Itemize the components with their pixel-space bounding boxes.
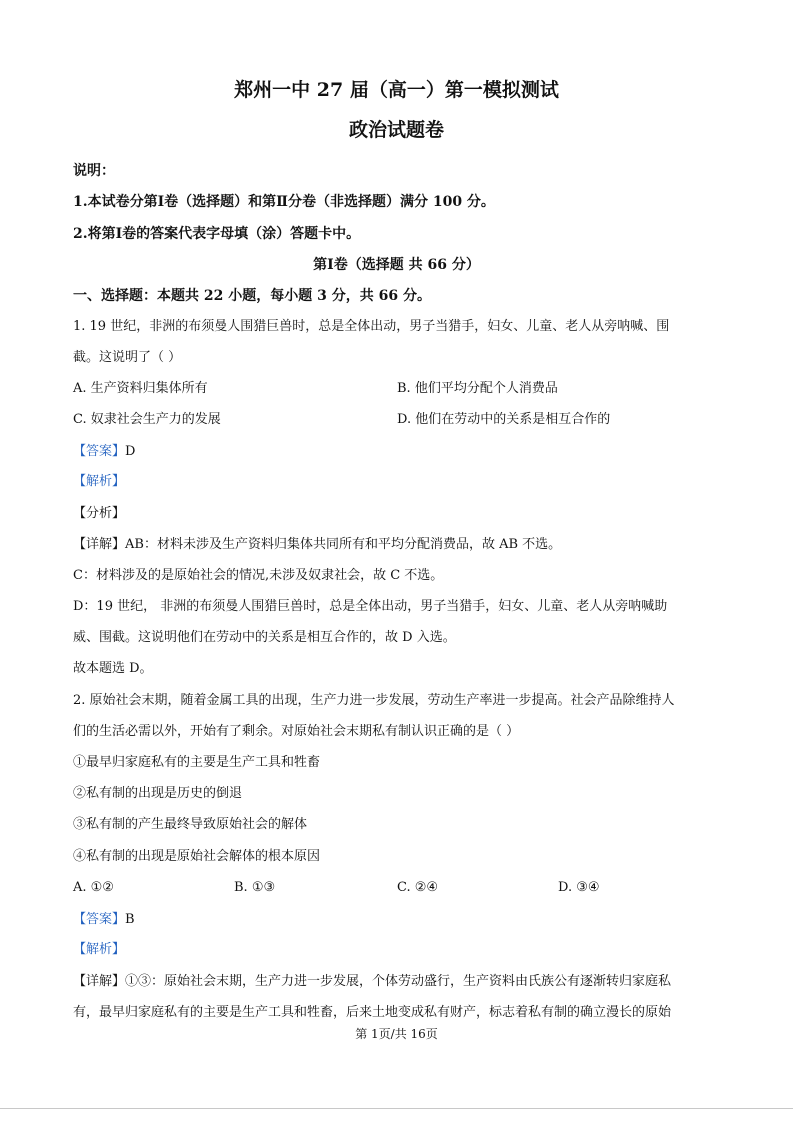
q1-answer — [73, 443, 135, 461]
q1-detail-line-2: C：材料涉及的是原始社会的情况,未涉及奴隶社会，故 C 不选。 — [73, 568, 444, 583]
instruction-item-2: 2.将第Ⅰ卷的答案代表字母填（涂）答题卡中。 — [73, 226, 361, 242]
q1-detail-line-5: 故本题选 D。 — [73, 661, 153, 676]
q2-detail-line-2: 有，最早归家庭私有的主要是生产工具和牲畜，后来土地变成私有财产，标志着私有制的确立漫长的原始 — [73, 1005, 672, 1020]
q1-detail-tag: 【详解】 — [73, 537, 126, 552]
q2-option-b: B. ①③ — [234, 880, 276, 895]
q1-detail-line-4: 威、围截。这说明他们在劳动中的关系是相互合作的，故 D 入选。 — [73, 630, 456, 645]
q1-analysis-tag: 【解析】 — [73, 474, 126, 489]
instructions-label: 说明： — [73, 163, 115, 179]
q1-stem-line-2: 截。这说明了（ ） — [73, 350, 182, 365]
q2-statement-1: ①最早归家庭私有的主要是生产工具和牲畜 — [73, 755, 321, 770]
q2-answer-tag: 【答案】 — [73, 912, 126, 927]
q1-option-a: A. 生产资料归集体所有 — [73, 381, 208, 396]
q2-option-d: D. ③④ — [558, 880, 600, 895]
q2-option-a: A. ①② — [73, 880, 114, 895]
q2-answer — [73, 911, 135, 929]
q1-option-c: C. 奴隶社会生产力的发展 — [73, 412, 221, 427]
part1-title: 第Ⅰ卷（选择题 共 66 分） — [313, 257, 480, 273]
bottom-divider — [0, 1108, 793, 1109]
page-subtitle: 政治试题卷 — [348, 119, 444, 141]
section-heading: 一、选择题：本题共 22 小题，每小题 3 分，共 66 分。 — [73, 288, 431, 304]
q1-answer-value: D — [125, 444, 136, 459]
q1-stem-line-1: 1. 19 世纪，非洲的布须曼人围猎巨兽时，总是全体出动，男子当猎手，妇女、儿童、老人从旁呐喊、围 — [73, 319, 670, 334]
q1-answer-tag: 【答案】 — [73, 444, 126, 459]
q1-option-d: D. 他们在劳动中的关系是相互合作的 — [397, 412, 611, 427]
q2-detail-tag: 【详解】 — [73, 974, 126, 989]
q2-answer-value: B — [125, 912, 135, 927]
q2-stem-line-1: 2. 原始社会末期，随着金属工具的出现，生产力进一步发展，劳动生产率进一步提高。社会产品除维持人 — [73, 693, 675, 708]
q1-option-b: B. 他们平均分配个人消费品 — [397, 381, 558, 396]
q2-statement-2: ②私有制的出现是历史的倒退 — [73, 786, 243, 801]
q1-fenxi-tag: 【分析】 — [73, 506, 126, 521]
instruction-item-1: 1.本试卷分第Ⅰ卷（选择题）和第Ⅱ分卷（非选择题）满分 100 分。 — [73, 194, 495, 210]
q1-detail-line-1: 【详解】AB：材料未涉及生产资料归集体共同所有和平均分配消费品，故 AB 不选。 — [73, 537, 562, 552]
q2-option-c: C. ②④ — [397, 880, 439, 895]
q2-stem-line-2: 们的生活必需以外，开始有了剩余。对原始社会末期私有制认识正确的是（ ） — [73, 724, 520, 739]
page-footer: 第 1页/共 16页 — [355, 1027, 438, 1041]
q2-statement-3: ③私有制的产生最终导致原始社会的解体 — [73, 817, 308, 832]
q1-detail-line-3: D：19 世纪， 非洲的布须曼人围猎巨兽时，总是全体出动，男子当猎手，妇女、儿童、老人从旁呐喊助 — [73, 599, 668, 614]
q2-detail-line-1: 【详解】①③：原始社会末期，生产力进一步发展，个体劳动盛行，生产资料由氏族公有逐渐转归家庭私 — [73, 974, 672, 989]
q2-analysis-tag: 【解析】 — [73, 942, 126, 957]
page-title: 郑州一中 27 届（高一）第一模拟测试 — [234, 79, 559, 101]
q2-statement-4: ④私有制的出现是原始社会解体的根本原因 — [73, 849, 321, 864]
